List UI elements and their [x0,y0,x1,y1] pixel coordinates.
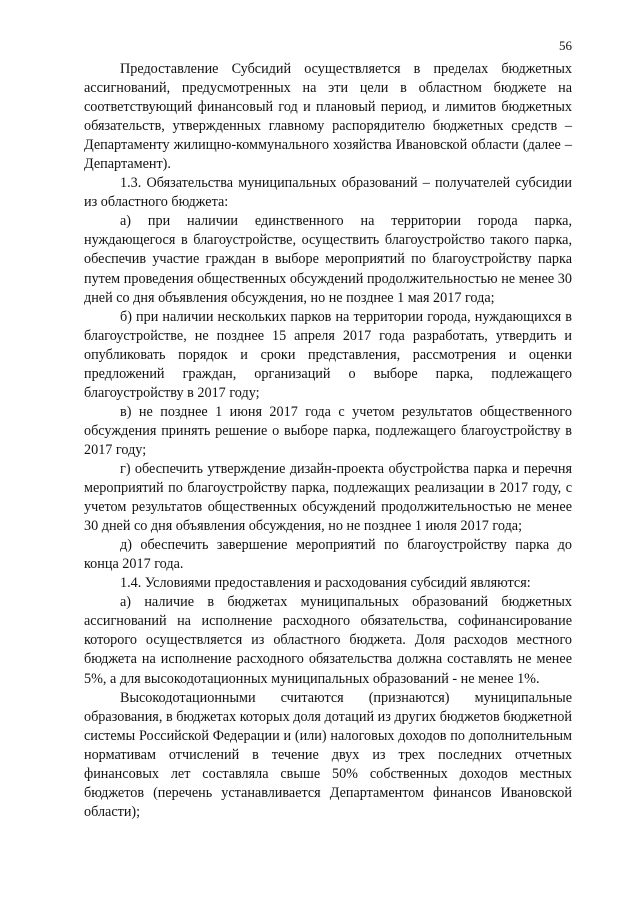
paragraph-section-1-3: 1.3. Обязательства муниципальных образований – получателей субсидии из областного бюджета: [84,175,572,211]
page-number: 56 [559,38,572,53]
paragraph-item-g: г) обеспечить утверждение дизайн-проекта обустройства парка и перечня мероприятий по благоустройству парка, подлежащих реализации в 2017 году, с учетом результатов общественных обсуждений продолжительностью не менее 30 дней со дня объявления обсуждения, но не позднее 1 июля 2017 года; [84,460,572,535]
document-body [84,60,572,822]
paragraph-subsidy-provision: Предоставление Субсидий осуществляется в пределах бюджетных ассигнований, предусмотренных на эти цели в областном бюджете на соответствующий финансовый год и плановый период, и лимитов бюджетных обязательств, утвержденных главному распорядителю бюджетных средств – Департаменту жилищно-коммунального хозяйства Ивановской области (далее – Департамент). [84,61,572,173]
paragraph-item-a: а) при наличии единственного на территории города парка, нуждающегося в благоустройстве, осуществить благоустройство такого парка, обеспечив участие граждан в выборе мероприятий по благоустройству парка путем проведения общественных обсуждений продолжительностью не менее 30 дней со дня объявления обсуждения, но не позднее 1 мая 2017 года; [84,213,572,306]
paragraph-item-b: б) при наличии нескольких парков на территории города, нуждающихся в благоустройстве, не позднее 15 апреля 2017 года разработать, утвердить и опубликовать порядок и сроки представления, рассмотрения и оценки предложений граждан, организаций о выборе парка, подлежащего благоустройству в 2017 году; [84,308,572,401]
paragraph-item-v: в) не позднее 1 июня 2017 года с учетом результатов общественного обсуждения принять решение о выборе парка, подлежащего благоустройству в 2017 году; [84,403,572,458]
paragraph-condition-a: а) наличие в бюджетах муниципальных образований бюджетных ассигнований на исполнение расходного обязательства, софинансирование которого осуществляется из областного бюджета. Доля расходов местного бюджета на исполнение расходного обязательства должна составлять не менее 5%, а для высокодотационных муниципальных образований - не менее 1%. [84,594,572,687]
paragraph-high-subsidy-definition: Высокодотационными считаются (признаются) муниципальные образования, в бюджетах которых доля дотаций из других бюджетов бюджетной системы Российской Федерации и (или) налоговых доходов по дополнительным нормативам отчислений в течение двух из трех последних отчетных финансовых лет составляла свыше 50% собственных доходов местных бюджетов (перечень устанавливается Департаментом финансов Ивановской области); [84,689,572,820]
paragraph-item-d: д) обеспечить завершение мероприятий по благоустройству парка до конца 2017 года. [84,537,572,573]
paragraph-section-1-4: 1.4. Условиями предоставления и расходования субсидий являются: [120,575,531,592]
